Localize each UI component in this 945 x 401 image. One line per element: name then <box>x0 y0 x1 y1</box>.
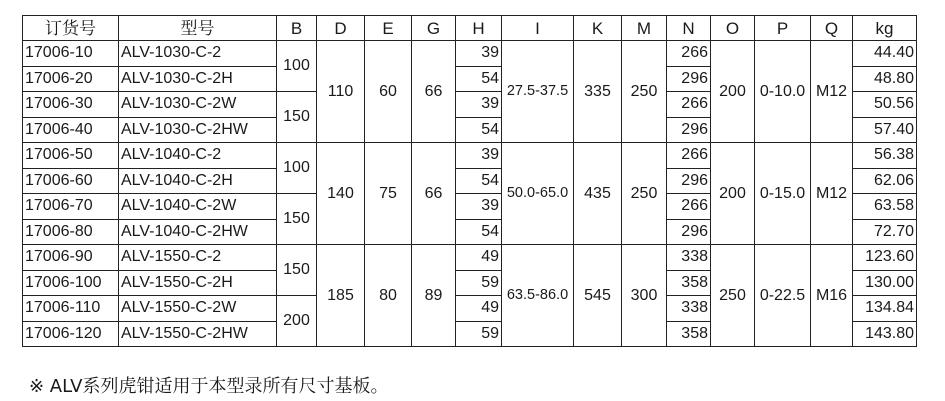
order-no-cell: 17006-70 <box>23 194 119 220</box>
model-cell: ALV-1030-C-2W <box>119 92 277 118</box>
k-cell: 335 <box>574 41 622 143</box>
m-cell: 250 <box>622 41 667 143</box>
h-cell: 39 <box>456 92 502 118</box>
n-cell: 338 <box>667 296 711 322</box>
kg-cell: 143.80 <box>853 321 917 347</box>
p-cell: 0-22.5 <box>755 245 811 347</box>
h-cell: 39 <box>456 41 502 67</box>
b-cell: 150 <box>277 245 317 296</box>
n-cell: 338 <box>667 245 711 271</box>
order-no-cell: 17006-120 <box>23 321 119 347</box>
header-e: E <box>365 16 412 41</box>
e-cell: 60 <box>365 41 412 143</box>
header-h: H <box>456 16 502 41</box>
m-cell: 250 <box>622 143 667 245</box>
d-cell: 140 <box>317 143 365 245</box>
header-i: I <box>502 16 574 41</box>
n-cell: 358 <box>667 270 711 296</box>
order-no-cell: 17006-80 <box>23 219 119 245</box>
header-g: G <box>412 16 456 41</box>
h-cell: 39 <box>456 143 502 169</box>
order-no-cell: 17006-110 <box>23 296 119 322</box>
header-order-no: 订货号 <box>23 16 119 41</box>
n-cell: 296 <box>667 117 711 143</box>
order-no-cell: 17006-40 <box>23 117 119 143</box>
g-cell: 89 <box>412 245 456 347</box>
h-cell: 59 <box>456 270 502 296</box>
h-cell: 39 <box>456 194 502 220</box>
kg-cell: 63.58 <box>853 194 917 220</box>
d-cell: 185 <box>317 245 365 347</box>
order-no-cell: 17006-90 <box>23 245 119 271</box>
b-cell: 100 <box>277 41 317 92</box>
n-cell: 266 <box>667 194 711 220</box>
kg-cell: 50.56 <box>853 92 917 118</box>
model-cell: ALV-1030-C-2H <box>119 66 277 92</box>
order-no-cell: 17006-60 <box>23 168 119 194</box>
o-cell: 200 <box>711 143 755 245</box>
q-cell: M12 <box>811 41 853 143</box>
kg-cell: 72.70 <box>853 219 917 245</box>
header-row <box>23 16 917 41</box>
kg-cell: 56.38 <box>853 143 917 169</box>
model-cell: ALV-1030-C-2HW <box>119 117 277 143</box>
table-row <box>23 143 917 169</box>
b-cell: 200 <box>277 296 317 347</box>
k-cell: 545 <box>574 245 622 347</box>
table-row <box>23 41 917 67</box>
kg-cell: 123.60 <box>853 245 917 271</box>
table-row <box>23 245 917 271</box>
order-no-cell: 17006-50 <box>23 143 119 169</box>
i-cell: 63.5-86.0 <box>502 245 574 347</box>
b-cell: 150 <box>277 194 317 245</box>
h-cell: 54 <box>456 66 502 92</box>
header-q: Q <box>811 16 853 41</box>
b-cell: 100 <box>277 143 317 194</box>
kg-cell: 130.00 <box>853 270 917 296</box>
footnote: ※ ALV系列虎钳适用于本型录所有尺寸基板。 <box>29 376 389 397</box>
header-kg: kg <box>853 16 917 41</box>
model-cell: ALV-1040-C-2HW <box>119 219 277 245</box>
header-p: P <box>755 16 811 41</box>
header-m: M <box>622 16 667 41</box>
kg-cell: 62.06 <box>853 168 917 194</box>
p-cell: 0-10.0 <box>755 41 811 143</box>
kg-cell: 134.84 <box>853 296 917 322</box>
model-cell: ALV-1030-C-2 <box>119 41 277 67</box>
header-n: N <box>667 16 711 41</box>
b-cell: 150 <box>277 92 317 143</box>
q-cell: M12 <box>811 143 853 245</box>
e-cell: 75 <box>365 143 412 245</box>
header-o: O <box>711 16 755 41</box>
n-cell: 296 <box>667 219 711 245</box>
order-no-cell: 17006-10 <box>23 41 119 67</box>
header-model: 型号 <box>119 16 277 41</box>
h-cell: 59 <box>456 321 502 347</box>
kg-cell: 57.40 <box>853 117 917 143</box>
h-cell: 54 <box>456 168 502 194</box>
model-cell: ALV-1040-C-2W <box>119 194 277 220</box>
header-d: D <box>317 16 365 41</box>
model-cell: ALV-1040-C-2 <box>119 143 277 169</box>
order-no-cell: 17006-30 <box>23 92 119 118</box>
model-cell: ALV-1040-C-2H <box>119 168 277 194</box>
q-cell: M16 <box>811 245 853 347</box>
model-cell: ALV-1550-C-2 <box>119 245 277 271</box>
h-cell: 49 <box>456 296 502 322</box>
n-cell: 358 <box>667 321 711 347</box>
g-cell: 66 <box>412 41 456 143</box>
o-cell: 200 <box>711 41 755 143</box>
header-b: B <box>277 16 317 41</box>
i-cell: 50.0-65.0 <box>502 143 574 245</box>
i-cell: 27.5-37.5 <box>502 41 574 143</box>
n-cell: 296 <box>667 168 711 194</box>
k-cell: 435 <box>574 143 622 245</box>
o-cell: 250 <box>711 245 755 347</box>
g-cell: 66 <box>412 143 456 245</box>
h-cell: 54 <box>456 219 502 245</box>
kg-cell: 44.40 <box>853 41 917 67</box>
e-cell: 80 <box>365 245 412 347</box>
model-cell: ALV-1550-C-2HW <box>119 321 277 347</box>
m-cell: 300 <box>622 245 667 347</box>
model-cell: ALV-1550-C-2H <box>119 270 277 296</box>
header-k: K <box>574 16 622 41</box>
model-cell: ALV-1550-C-2W <box>119 296 277 322</box>
p-cell: 0-15.0 <box>755 143 811 245</box>
h-cell: 49 <box>456 245 502 271</box>
kg-cell: 48.80 <box>853 66 917 92</box>
n-cell: 266 <box>667 41 711 67</box>
spec-table <box>22 15 917 347</box>
n-cell: 266 <box>667 143 711 169</box>
order-no-cell: 17006-100 <box>23 270 119 296</box>
h-cell: 54 <box>456 117 502 143</box>
n-cell: 266 <box>667 92 711 118</box>
n-cell: 296 <box>667 66 711 92</box>
d-cell: 110 <box>317 41 365 143</box>
order-no-cell: 17006-20 <box>23 66 119 92</box>
